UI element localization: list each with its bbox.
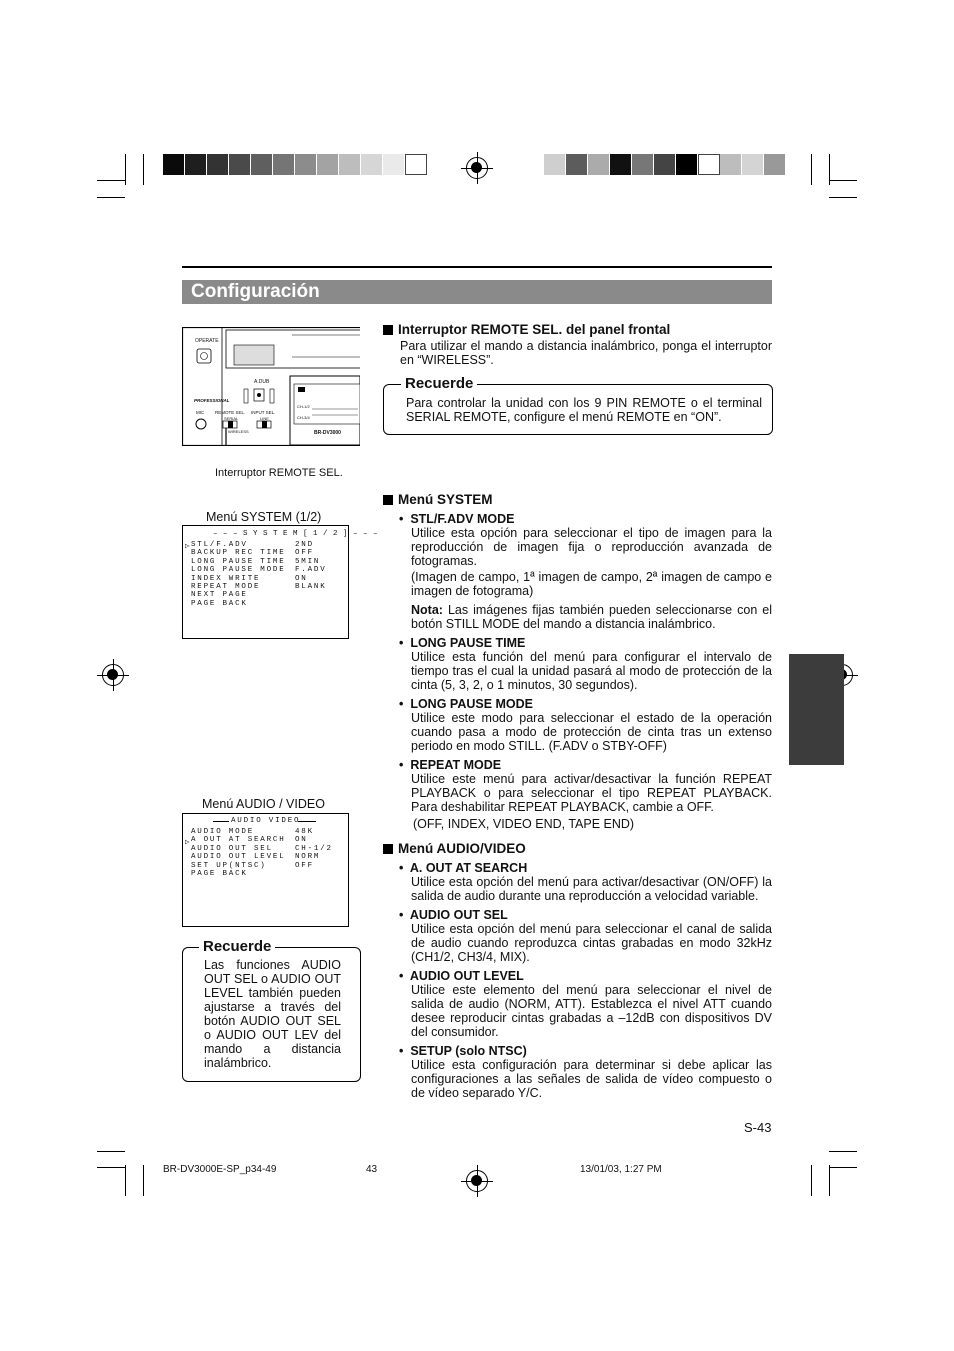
menu-item-value: NORM [295, 853, 321, 862]
audio-item-body: Utilice esta opción del menú para activar/desactivar (ON/OFF) la salida de audio durante una reproducción a velocidad variable. [411, 875, 772, 903]
system-item-title: • LONG PAUSE TIME [399, 636, 526, 650]
footer-datetime: 13/01/03, 1:27 PM [580, 1164, 662, 1175]
system-item-body: Utilice esta opción para seleccionar el tipo de imagen para la reproducción de imagen fija o reproducción avanzada de fotogramas. [411, 526, 772, 568]
audio-section-heading: Menú AUDIO/VIDEO [383, 841, 526, 856]
remote-sel-callout: Interruptor REMOTE SEL. [215, 467, 343, 479]
system-item-extra: (OFF, INDEX, VIDEO END, TAPE END) [413, 817, 635, 831]
menu-item-value: F.ADV [295, 566, 327, 575]
system-section-heading: Menú SYSTEM [383, 492, 493, 507]
menu-system-caption: Menú SYSTEM (1/2) [206, 510, 322, 524]
ch34-label: CH-3/4 [297, 415, 310, 420]
crop-mark [97, 1151, 125, 1152]
registration-mark-icon [102, 664, 124, 686]
crop-mark [143, 1165, 144, 1196]
title-band [182, 280, 772, 304]
menu-system-header: – – – S Y S T E M [ 1 / 2 ] – – – [213, 530, 379, 538]
professional-label: PROFESSIONAL [194, 398, 230, 403]
audio-item-title: • AUDIO OUT SEL [399, 908, 508, 922]
remote-sel-label: REMOTE SEL. [215, 410, 246, 415]
adub-label: A.DUB [254, 379, 270, 385]
system-item-body: Utilice esta función del menú para configurar el intervalo de tiempo tras el cual la unidad pasará al modo de protección de la cinta (5, 3, 2, o 1 minutos, 30 segundos). [411, 650, 772, 692]
registration-mark-icon [466, 1170, 488, 1192]
menu-item-label: LONG PAUSE MODE [191, 566, 286, 575]
menu-item-value: BLANK [295, 583, 327, 591]
menu-item-value: ON [295, 836, 308, 845]
device-panel-drawing [182, 327, 360, 446]
crop-mark [143, 154, 144, 185]
menu-system-screen [182, 525, 379, 639]
audio-item-title: • AUDIO OUT LEVEL [399, 969, 524, 983]
header-rule [182, 266, 772, 268]
color-bar-right [544, 154, 786, 175]
menu-item-label: INDEX WRITE [191, 574, 261, 583]
model-label: BR-DV3000 [314, 430, 341, 436]
menu-audio-caption: Menú AUDIO / VIDEO [202, 797, 325, 811]
crop-mark [811, 1165, 812, 1196]
device-panel-illustration [182, 327, 360, 446]
crop-mark [125, 154, 126, 185]
mic-label: MIC [196, 410, 205, 415]
audio-item-body: Utilice esta configuración para determinar si debe aplicar las configuraciones a las señales de salida de vídeo compuesto o de vídeo separado Y/C. [411, 1058, 772, 1100]
footer-file: BR-DV3000E-SP_p34-49 [163, 1164, 277, 1175]
menu-item-label: SET UP(NTSC) [191, 861, 267, 870]
system-item-extra: (Imagen de campo, 1ª imagen de campo, 2ª imagen de campo e imagen de fotograma) [411, 570, 772, 598]
operate-label: OPERATE [195, 338, 219, 344]
audio-item-title: • SETUP (solo NTSC) [399, 1044, 527, 1058]
menu-cursor-icon: ▷ [185, 543, 192, 551]
menu-item-value: 2ND [295, 541, 314, 549]
menu-item-value: 5MIN [295, 557, 321, 566]
page-title: Configuración [191, 281, 320, 302]
system-item-title: • REPEAT MODE [399, 758, 502, 772]
menu-item-label: AUDIO OUT SEL [191, 844, 273, 853]
line-label: LINE [260, 416, 269, 421]
menu-item-label: PAGE BACK [191, 599, 248, 608]
crop-mark [829, 154, 830, 185]
menu-item-value: 48K [295, 828, 314, 836]
wireless-label: WIRELESS [228, 429, 249, 434]
ch12-label: CH-1/2 [297, 404, 310, 409]
menu-item-value: OFF [295, 861, 314, 870]
remote-section-body: Para utilizar el mando a distancia inalámbrico, ponga el interruptor en “WIRELESS”. [400, 339, 772, 367]
menu-item-value: CH-1/2 [295, 844, 333, 853]
system-item-title: • STL/F.ADV MODE [399, 512, 515, 526]
system-item-note: Nota: Las imágenes fijas también pueden seleccionarse con el botón STILL MODE del mando a distancia inalámbrico. [411, 603, 772, 631]
menu-item-label: REPEAT MODE [191, 583, 261, 591]
crop-mark [811, 154, 812, 185]
system-item-body: Utilice este menú para activar/desactivar la función REPEAT PLAYBACK o para seleccionar el tipo REPEAT PLAYBACK. Para deshabilitar REPEAT PLAYBACK, cambie a OFF. [411, 772, 772, 814]
crop-mark [97, 197, 125, 198]
crop-mark [125, 1165, 126, 1196]
menu-item-value: OFF [295, 549, 314, 558]
crop-mark [829, 197, 857, 198]
crop-mark [97, 180, 125, 181]
menu-audio-header: AUDIO VIDEO [231, 817, 301, 825]
recuerde-body-left: Las funciones AUDIO OUT SEL o AUDIO OUT LEVEL también pueden ajustarse a través del botón AUDIO OUT SEL o AUDIO OUT LEV del mando a distancia inalámbrico. [204, 958, 341, 1070]
menu-item-label: AUDIO MODE [191, 828, 255, 836]
recuerde-body-top: Para controlar la unidad con los 9 PIN REMOTE o el terminal SERIAL REMOTE, configure el menú REMOTE en “ON”. [406, 396, 762, 424]
crop-mark [97, 1167, 125, 1168]
menu-audio-screen [182, 813, 349, 927]
menu-item-value: ON [295, 574, 308, 583]
audio-item-title: • A. OUT AT SEARCH [399, 861, 528, 875]
crop-mark [829, 1167, 857, 1168]
menu-cursor-icon: ▷ [185, 839, 192, 847]
menu-item-label: STL/F.ADV [191, 541, 248, 549]
registration-mark-icon [466, 157, 488, 179]
recuerde-title-top: Recuerde [401, 375, 477, 392]
footer-sheet: 43 [366, 1164, 378, 1175]
color-bar-left [163, 154, 427, 175]
menu-item-label: A OUT AT SEARCH [191, 836, 286, 845]
menu-item-label: AUDIO OUT LEVEL [191, 853, 286, 862]
crop-mark [829, 1165, 830, 1196]
crop-mark [829, 180, 857, 181]
system-item-body: Utilice este modo para seleccionar el estado de la operación cuando pasa a modo de protección de cinta tras un extenso periodo en modo STILL. (F.ADV o STBY-OFF) [411, 711, 772, 753]
menu-item-label: NEXT PAGE [191, 591, 248, 600]
system-item-title: • LONG PAUSE MODE [399, 697, 534, 711]
side-tab [789, 654, 844, 765]
menu-item-label: PAGE BACK [191, 870, 248, 878]
audio-item-body: Utilice este elemento del menú para seleccionar el nivel de salida de audio (NORM, ATT). Establezca el nivel ATT cuando desee reproducir cintas grabadas a –12dB con dispositivos DV del consumidor. [411, 983, 772, 1039]
input-sel-label: INPUT SEL. [251, 410, 276, 415]
crop-mark [829, 1151, 857, 1152]
serial-label: SERIAL [224, 416, 239, 421]
audio-item-body: Utilice esta opción del menú para seleccionar el canal de salida de audio cuando reproduzca cintas grabadas en modo 32kHz (CH1/2, CH3/4, MIX). [411, 922, 772, 964]
recuerde-title-left: Recuerde [199, 938, 275, 955]
menu-item-label: LONG PAUSE TIME [191, 557, 286, 566]
menu-item-label: BACKUP REC TIME [191, 549, 286, 558]
page-number: S-43 [744, 1120, 772, 1135]
remote-section-heading: Interruptor REMOTE SEL. del panel frontal [383, 322, 670, 337]
